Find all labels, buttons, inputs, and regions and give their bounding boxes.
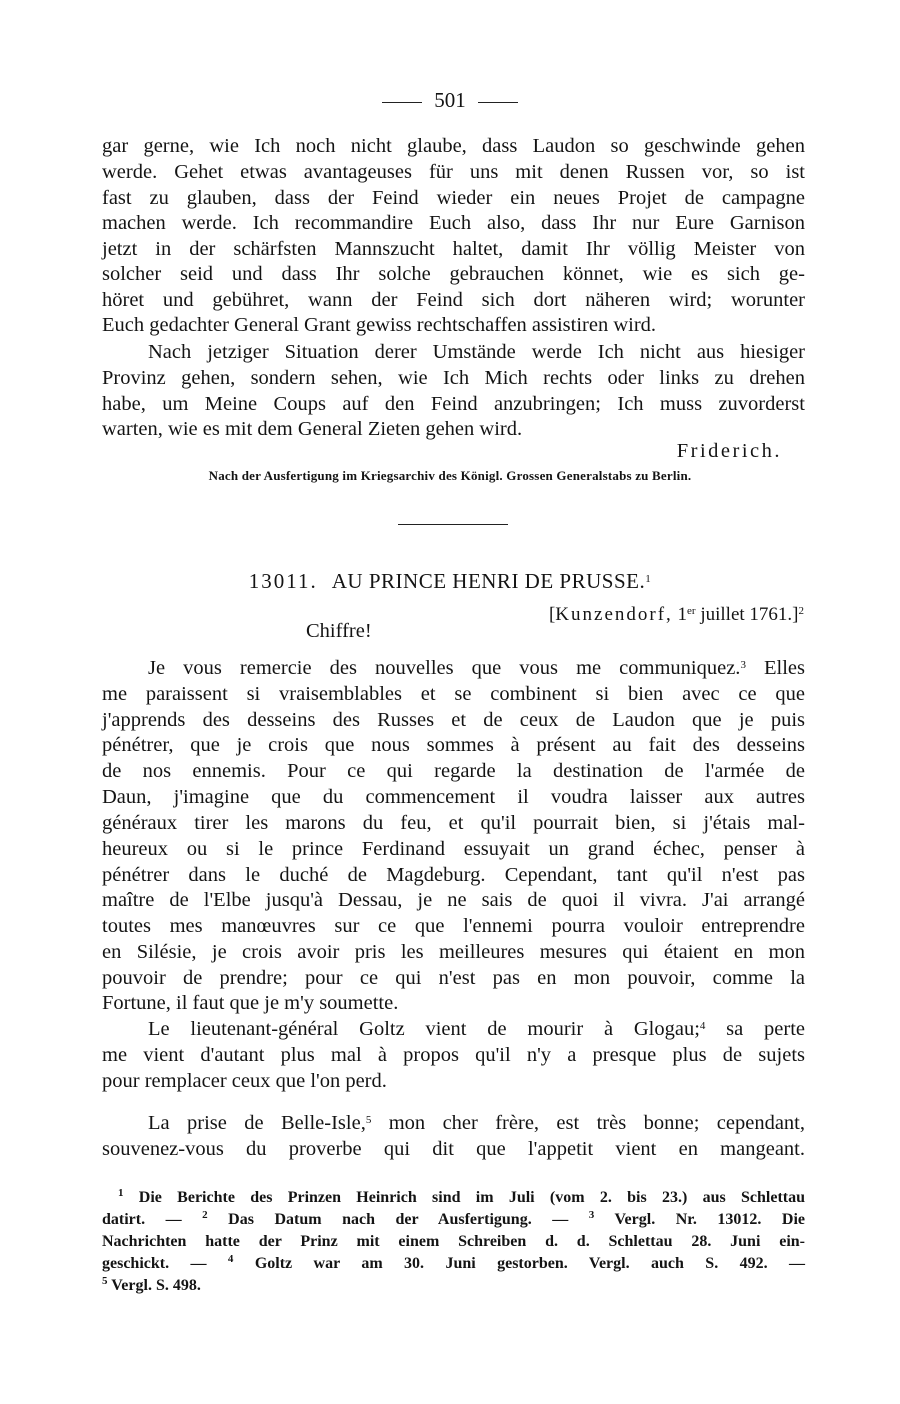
footnote-line [102,1275,805,1296]
page-number-row [0,88,900,113]
text-line: solcher seid und dass Ihr solche gebrauchen könnet, wie es sich ge- [102,263,805,285]
footnote-line [102,1253,805,1274]
text-line [148,1016,805,1042]
line-segment: Je vous remercie des nouvelles que vous me communiquez. [148,657,741,679]
text-line: Euch gedachter General Grant gewiss rechtschaffen assistiren wird. [102,314,657,336]
section-divider [398,524,508,525]
date-bracket-open: [ [548,604,556,625]
text-line: en Silésie, je crois avoir pris les meilleures mesures qui étaient en mon [102,941,805,963]
letter-number: 13011. [248,569,318,593]
text-line: toutes mes manœuvres sur ce que l'ennemi pourra vouloir entreprendre [102,915,805,937]
footnote-ref: 3 [740,659,746,671]
line-segment: La prise de Belle-Isle, [148,1112,366,1134]
footnote-text: Goltz war am 30. Juni gestorben. Vergl. auch S. 492. — [233,1255,806,1272]
text-line: maître de l'Elbe jusqu'à Dessau, je ne sais de quoi il vivra. J'ai arrangé [102,889,805,911]
text-line: j'apprends des desseins des Russes et de ceux de Laudon que je puis [102,709,805,731]
footnote-ref: 1 [645,573,652,585]
footnote-text: geschickt. — [102,1255,228,1272]
text-line: pénétrer, que je crois que nous sommes à présent au fait des desseins [102,734,805,756]
page-number-right-dash [478,102,518,103]
chiffre-label: Chiffre! [306,620,372,642]
text-line: fast zu glauben, dass der Feind wieder ein neues Projet de campagne [102,187,805,209]
text-line: me paraissent si vraisemblables et se combinent si bien avec ce que [102,683,805,705]
letter-date [549,604,804,626]
date-day: 1 [677,604,688,625]
text-line: Daun, j'imagine que du commencement il voudra laisser aux autres [102,786,805,808]
footnote-line [118,1187,805,1208]
footnote-text: datirt. — [102,1211,203,1228]
date-rest: juillet 1761.] [700,604,799,625]
footnote-line [102,1209,805,1230]
text-line: souvenez-vous du proverbe qui dit que l'appetit vient en mangeant. [102,1138,805,1160]
text-line: Nach jetziger Situation derer Umstände werde Ich nicht aus hiesiger [148,341,805,363]
text-line: pénétrer dans le duché de Magdeburg. Cependant, tant qu'il n'est pas [102,864,805,886]
line-segment: Elles [745,657,805,679]
page-number-left-dash [382,102,422,103]
date-place: Kunzendorf, [555,604,673,625]
page-number: 501 [434,88,466,112]
text-line: pour remplacer ceux que l'on perd. [102,1070,387,1092]
source-note: Nach der Ausfertigung im Kriegsarchiv des Königl. Grossen Generalstabs zu Berlin. [208,468,692,483]
date-day-suffix: er [687,605,696,617]
text-line: me vient d'autant plus mal à propos qu'il n'y a presque plus de sujets [102,1044,805,1066]
text-line: habe, um Meine Coups auf den Feind anzubringen; Ich muss zuvorderst [102,393,805,415]
signature: Friderich. [676,440,782,462]
text-line: généraux tirer les marons du feu, et qu'il pourrait bien, si j'étais mal- [102,812,805,834]
footnote-text: Die Berichte des Prinzen Heinrich sind im Juli (vom 2. bis 23.) aus Schlettau [123,1189,805,1206]
text-line: pouvoir de prendre; pour ce qui n'est pas en mon pouvoir, comme la [102,967,805,989]
footnote-text: Vergl. Nr. 13012. Die [594,1211,806,1228]
footnote-text: Nachrichten hatte der Prinz mit einem Schreiben d. d. Schlettau 28. Juni ein- [102,1233,805,1250]
text-line: warten, wie es mit dem General Zieten gehen wird. [102,418,523,440]
footnote-ref: 5 [365,1114,372,1126]
text-line: machen werde. Ich recommandire Euch also, dass Ihr nur Eure Garnison [102,212,805,234]
footnote-marker: 5 [102,1275,108,1287]
footnote-ref: 2 [798,605,804,617]
line-segment: sa perte [705,1018,805,1040]
letter-heading [0,569,900,594]
footnote-marker: 1 [118,1187,124,1199]
text-line: heureux ou si le prince Ferdinand essuyait un grand échec, penser à [102,838,805,860]
text-line: höret und gebühret, wann der Feind sich dort näheren wird; worunter [102,289,805,311]
footnote-marker: 2 [202,1209,208,1221]
text-line [148,655,805,681]
text-line: Provinz gehen, sondern sehen, wie Ich Mich rechts oder links zu drehen [102,367,805,389]
text-line: Fortune, il faut que je m'y soumette. [102,992,399,1014]
letter-title: AU PRINCE HENRI DE PRUSSE. [331,569,646,593]
text-line: de nos ennemis. Pour ce qui regarde la destination de l'armée de [102,760,805,782]
footnote-line [102,1231,805,1252]
text-line: gar gerne, wie Ich noch nicht glaube, dass Laudon so geschwinde gehen [102,135,805,157]
footnote-text: Vergl. S. 498. [107,1277,201,1294]
line-segment: Le lieutenant-général Goltz vient de mourir à Glogau; [148,1018,700,1040]
footnote-text: Das Datum nach der Ausfertigung. — [207,1211,589,1228]
footnote-marker: 3 [588,1209,595,1221]
text-line [148,1110,805,1136]
line-segment: mon cher frère, est très bonne; cependant, [371,1112,805,1134]
footnote-ref: 4 [699,1020,706,1032]
text-line: jetzt in der schärfsten Mannszucht haltet, damit Ihr völlig Meister von [102,238,805,260]
text-line: werde. Gehet etwas avantageuses für uns mit denen Russen vor, so ist [102,161,805,183]
footnote-marker: 4 [227,1253,234,1265]
